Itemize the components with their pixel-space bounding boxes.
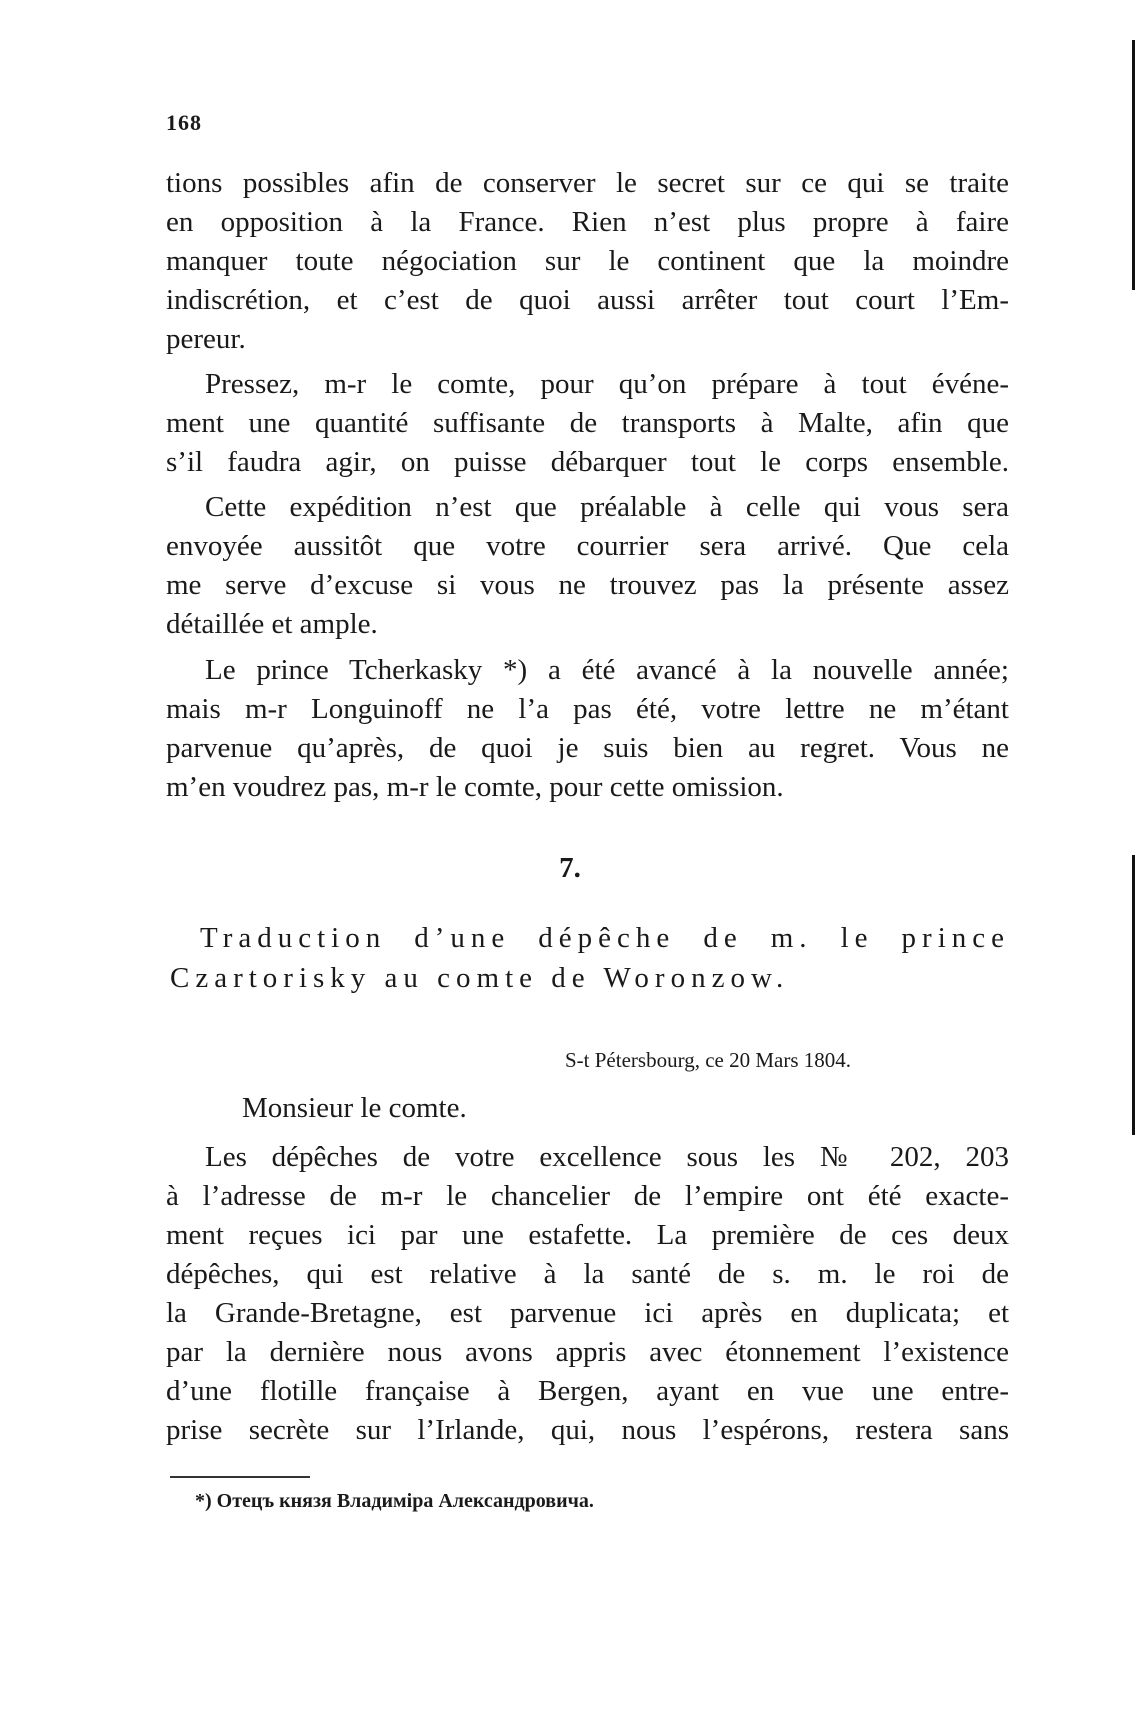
text-line: ment reçues ici par une estafette. La première de ces deux: [166, 1219, 1009, 1251]
text-line: Cette expédition n’est que préalable à celle qui vous sera: [205, 491, 1009, 523]
text-line: ment une quantité suffisante de transports à Malte, afin que: [166, 407, 1009, 439]
text-line: manquer toute négociation sur le continent que la moindre: [166, 245, 1009, 277]
section-title-line-1: Traduction d’une dépêche de m. le prince: [200, 922, 1010, 954]
page-number: 168: [166, 110, 202, 135]
text-line: mais m-r Longuinoff ne l’a pas été, votre lettre ne m’étant: [166, 693, 1009, 725]
salutation: Monsieur le comte.: [242, 1092, 467, 1124]
text-line: Les dépêches de votre excellence sous les № 202, 203: [205, 1141, 1009, 1173]
dateline: S-t Pétersbourg, ce 20 Mars 1804.: [565, 1048, 851, 1072]
text-line: m’en voudrez pas, m-r le comte, pour cette omission.: [166, 771, 784, 803]
text-line: d’une flotille française à Bergen, ayant en vue une entre-: [166, 1375, 1009, 1407]
text-line: tions possibles afin de conserver le secret sur ce qui se traite: [166, 167, 1009, 199]
text-line: en opposition à la France. Rien n’est plus propre à faire: [166, 206, 1009, 238]
text-line: me serve d’excuse si vous ne trouvez pas la présente assez: [166, 569, 1009, 601]
text-line: détaillée et ample.: [166, 608, 378, 640]
scan-edge-mark: [1132, 855, 1135, 1135]
text-line: Le prince Tcherkasky *) a été avancé à la nouvelle année;: [205, 654, 1009, 686]
section-number: 7.: [559, 852, 581, 884]
text-line: Pressez, m-r le comte, pour qu’on prépare à tout événe-: [205, 368, 1009, 400]
text-line: s’il faudra agir, on puisse débarquer tout le corps ensemble.: [166, 446, 1009, 478]
text-line: parvenue qu’après, de quoi je suis bien au regret. Vous ne: [166, 732, 1009, 764]
text-line: envoyée aussitôt que votre courrier sera arrivé. Que cela: [166, 530, 1009, 562]
text-line: pereur.: [166, 323, 246, 355]
text-line: dépêches, qui est relative à la santé de s. m. le roi de: [166, 1258, 1009, 1290]
text-line: la Grande-Bretagne, est parvenue ici après en duplicata; et: [166, 1297, 1009, 1329]
scan-edge-mark: [1132, 40, 1135, 290]
text-line: prise secrète sur l’Irlande, qui, nous l’espérons, restera sans: [166, 1414, 1009, 1446]
text-line: indiscrétion, et c’est de quoi aussi arrêter tout court l’Em-: [166, 284, 1009, 316]
text-line: par la dernière nous avons appris avec étonnement l’existence: [166, 1336, 1009, 1368]
text-line: à l’adresse de m-r le chancelier de l’empire ont été exacte-: [166, 1180, 1009, 1212]
footnote: *) Отецъ князя Владиміра Александровича.: [195, 1490, 594, 1512]
footnote-rule: [170, 1476, 310, 1478]
section-title-line-2: Czartorisky au comte de Woronzow.: [170, 962, 790, 994]
